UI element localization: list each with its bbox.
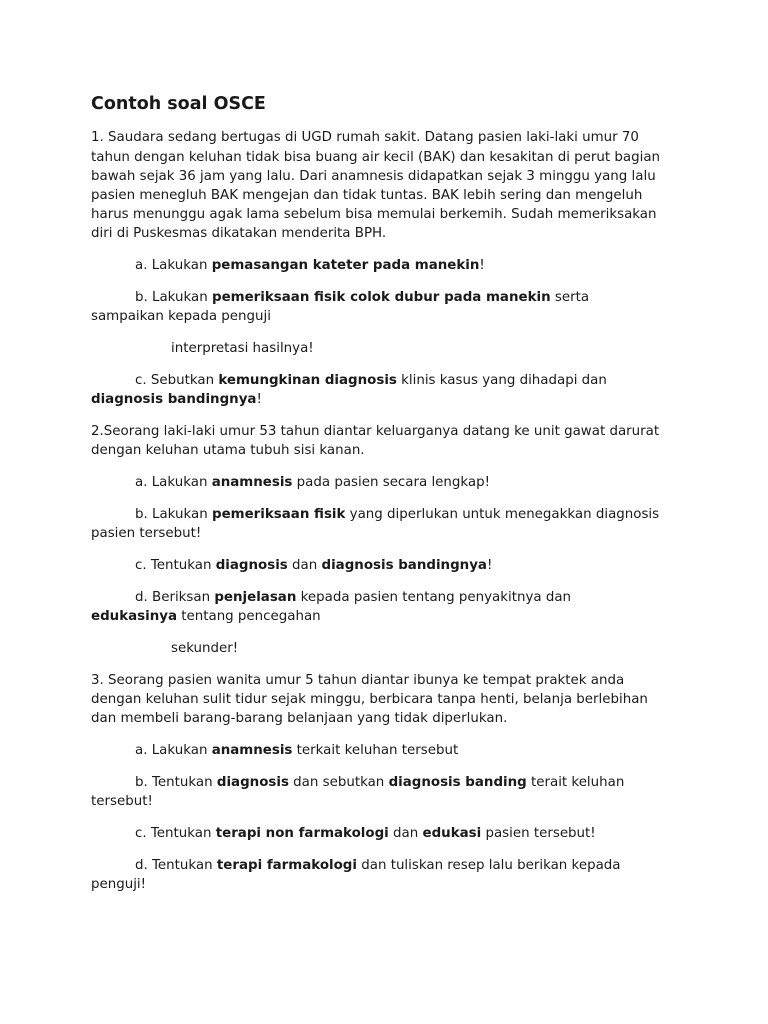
q3-line-1: 3. Seorang pasien wanita umur 5 tahun diantar ibunya ke tempat praktek anda bbox=[91, 673, 625, 688]
q2-item-d-cont2: sekunder! bbox=[171, 641, 239, 656]
q3-item-d-cont: penguji! bbox=[91, 877, 147, 892]
q2-line-1: 2.Seorang laki-laki umur 53 tahun diantar keluarganya datang ke unit gawat darurat bbox=[91, 424, 660, 439]
q3-item-a: a. Lakukan anamnesis terkait keluhan tersebut bbox=[135, 743, 459, 758]
q3-item-c: c. Tentukan terapi non farmakologi dan edukasi pasien tersebut! bbox=[135, 826, 596, 841]
q2-item-d: d. Beriksan penjelasan kepada pasien tentang penyakitnya dan bbox=[135, 590, 572, 605]
q2-item-b-cont: pasien tersebut! bbox=[91, 526, 202, 541]
q2-item-c: c. Tentukan diagnosis dan diagnosis bandingnya! bbox=[135, 558, 493, 573]
q2-item-a: a. Lakukan anamnesis pada pasien secara lengkap! bbox=[135, 475, 491, 490]
q1-item-c-cont: diagnosis bandingnya! bbox=[91, 392, 262, 407]
q1-item-b: b. Lakukan pemeriksaan fisik colok dubur pada manekin serta bbox=[135, 290, 590, 305]
q1-line-2: tahun dengan keluhan tidak bisa buang air kecil (BAK) dan kesakitan di perut bagian bbox=[91, 150, 661, 165]
q1-line-3: bawah sejak 36 jam yang lalu. Dari anamnesis didapatkan sejak 3 minggu yang lalu bbox=[91, 169, 656, 184]
q1-item-b-cont2: interpretasi hasilnya! bbox=[171, 341, 314, 356]
q3-item-b-cont: tersebut! bbox=[91, 794, 153, 809]
q2-item-d-cont: edukasinya tentang pencegahan bbox=[91, 609, 321, 624]
q1-item-a: a. Lakukan pemasangan kateter pada manekin! bbox=[135, 258, 485, 273]
q3-line-3: dan membeli barang-barang belanjaan yang tidak diperlukan. bbox=[91, 711, 508, 726]
q1-line-1: 1. Saudara sedang bertugas di UGD rumah sakit. Datang pasien laki-laki umur 70 bbox=[91, 130, 639, 145]
q1-line-5: harus menunggu agak lama sebelum bisa memulai berkemih. Sudah memeriksakan bbox=[91, 207, 657, 222]
q1-item-b-cont: sampaikan kepada penguji bbox=[91, 309, 271, 324]
q1-item-c: c. Sebutkan kemungkinan diagnosis klinis kasus yang dihadapi dan bbox=[135, 373, 607, 388]
q1-line-6: diri di Puskesmas dikatakan menderita BPH. bbox=[91, 226, 387, 241]
q3-item-b: b. Tentukan diagnosis dan sebutkan diagnosis banding terait keluhan bbox=[135, 775, 625, 790]
q1-line-4: pasien menegluh BAK mengejan dan tidak tuntas. BAK lebih sering dan mengeluh bbox=[91, 188, 643, 203]
q3-item-d: d. Tentukan terapi farmakologi dan tuliskan resep lalu berikan kepada bbox=[135, 858, 621, 873]
q2-line-2: dengan keluhan utama tubuh sisi kanan. bbox=[91, 443, 365, 458]
q2-item-b: b. Lakukan pemeriksaan fisik yang diperlukan untuk menegakkan diagnosis bbox=[135, 507, 660, 522]
page-title: Contoh soal OSCE bbox=[91, 94, 266, 114]
q3-line-2: dengan keluhan sulit tidur sejak minggu, berbicara tanpa henti, belanja berlebihan bbox=[91, 692, 648, 707]
